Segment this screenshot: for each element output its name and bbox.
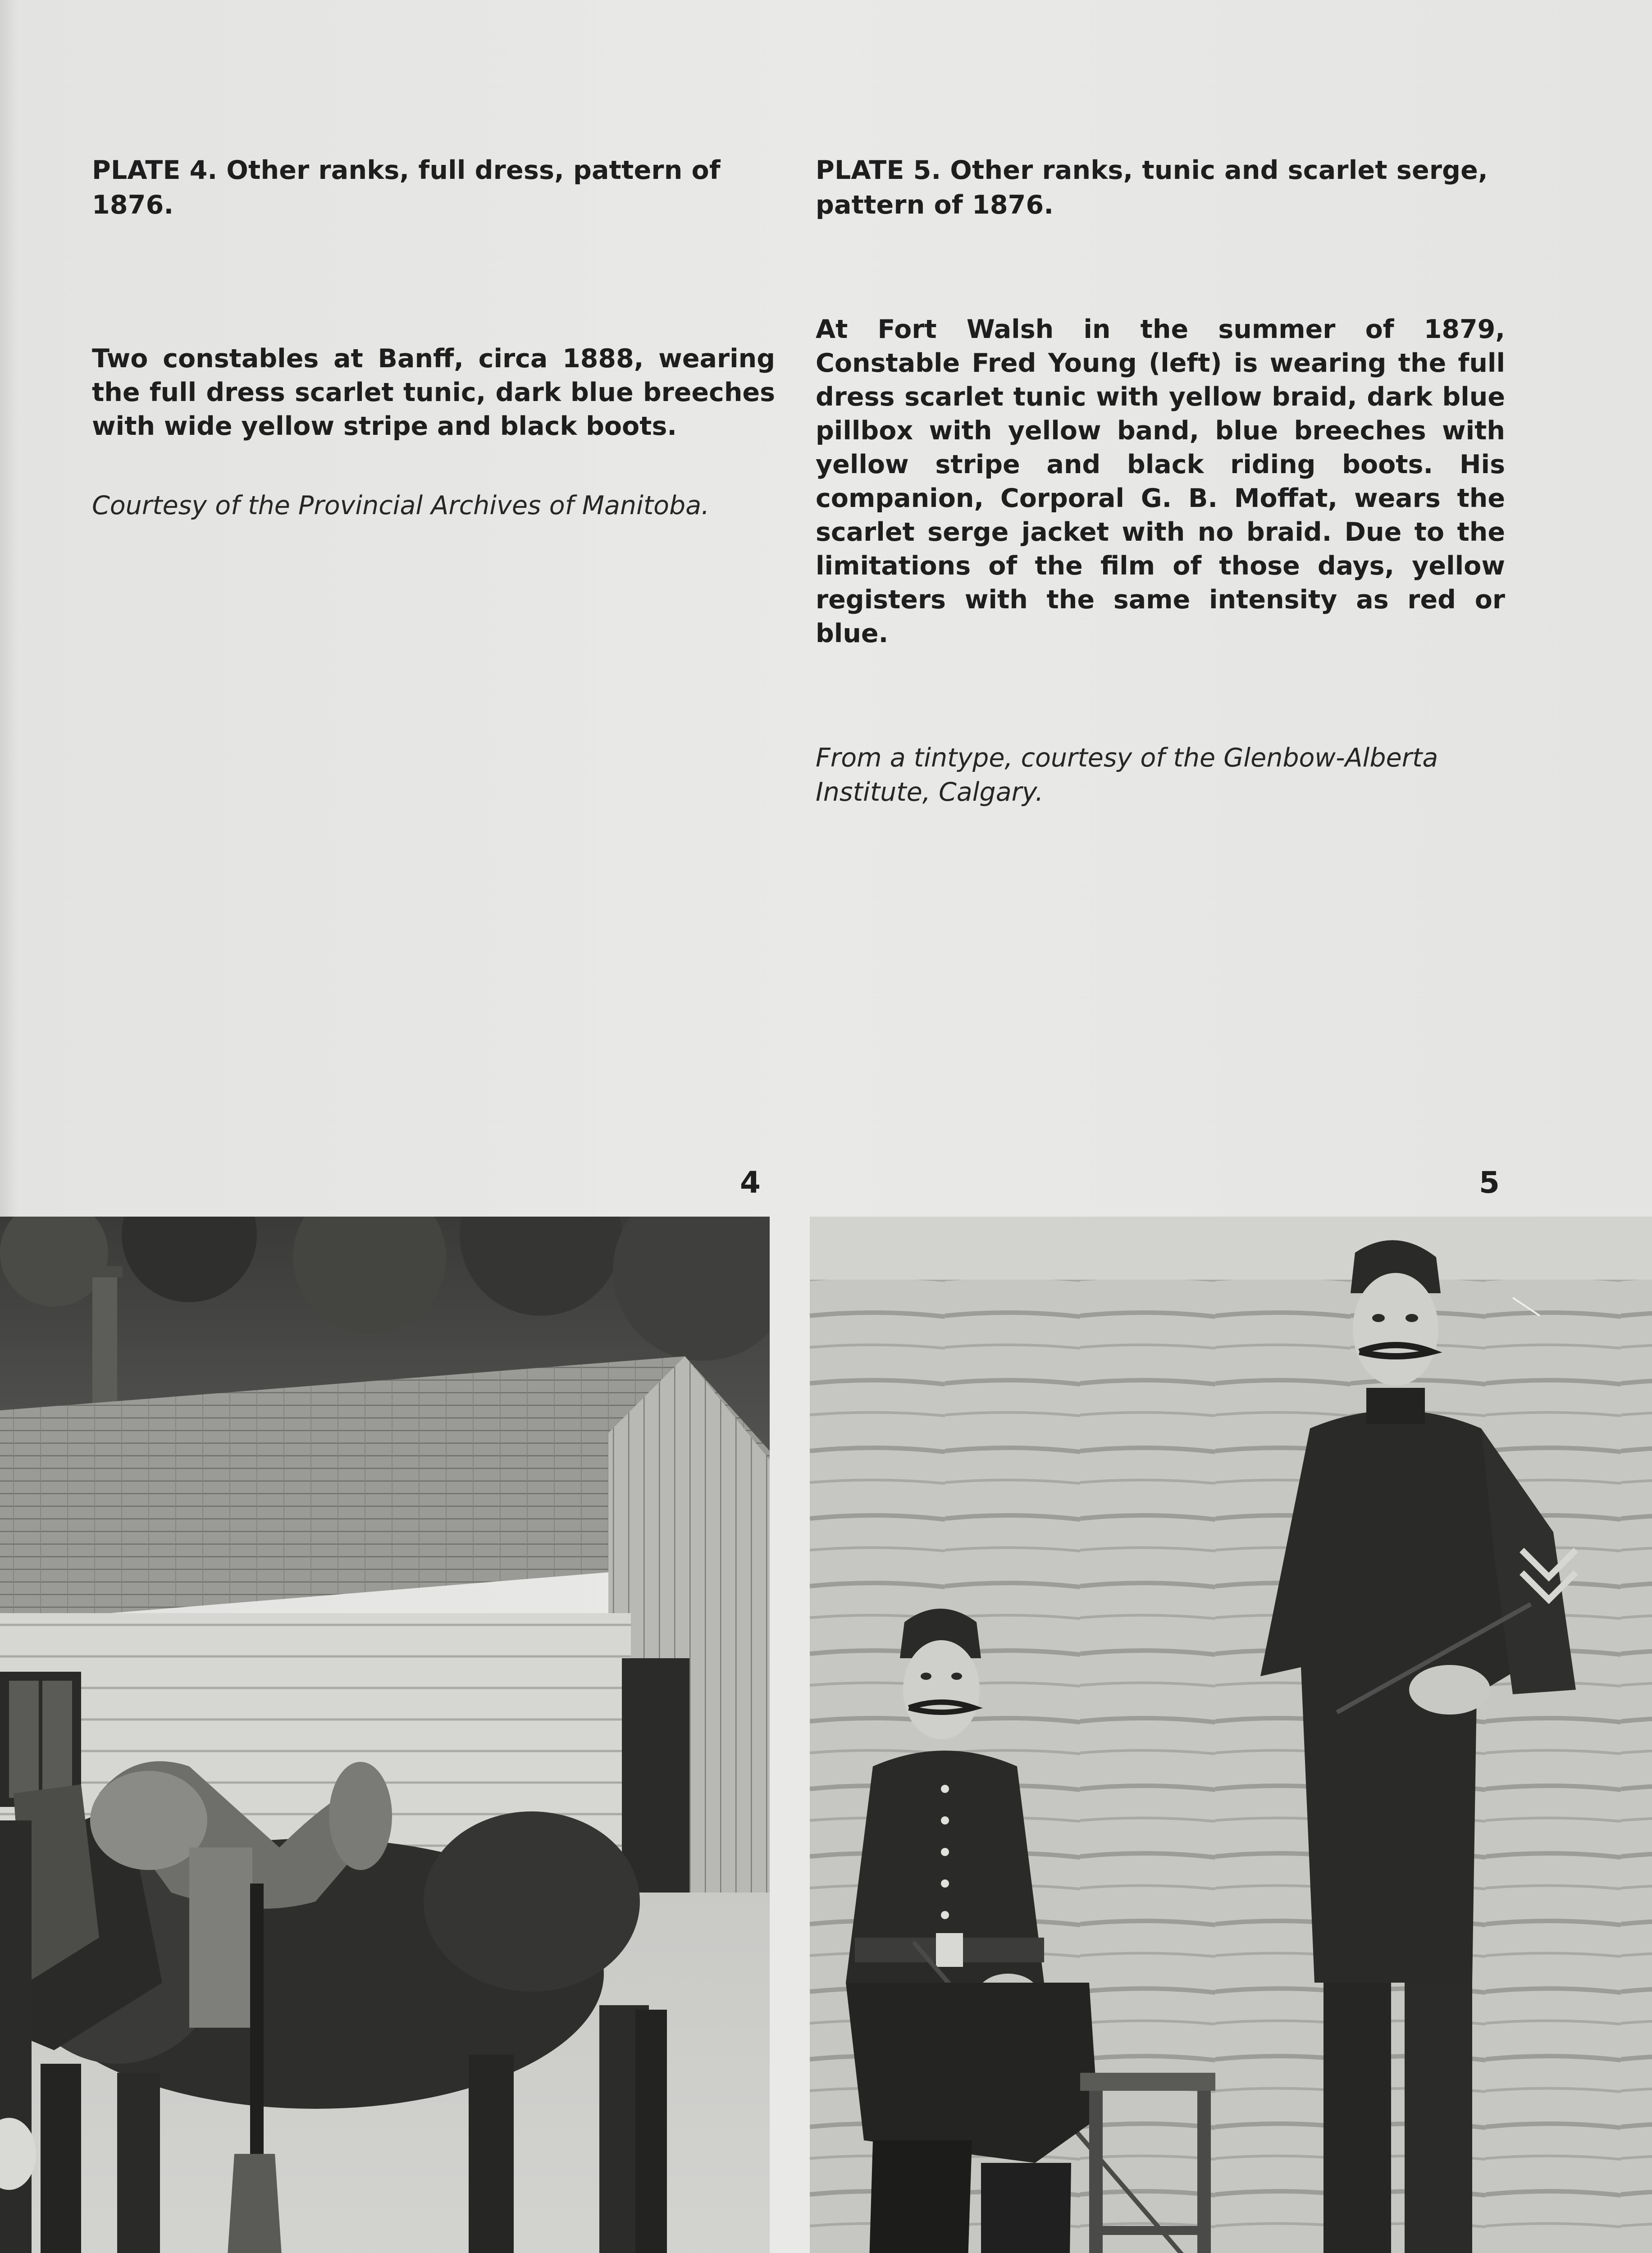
plate-5-credit: From a tintype, courtesy of the Glenbow-Alberta Institute, Calgary. <box>816 743 1438 807</box>
plate-4-caption <box>92 153 775 523</box>
plate-5-caption <box>816 153 1505 809</box>
plate-5-description: At Fort Walsh in the summer of 1879, Constable Fred Young (left) is wearing the full dress scarlet tunic with yellow braid, dark blue pillbox with yellow band, blue breeches with yellow stripe and black riding boots. His companion, Corporal G. B. Moffat, wears the scarlet serge jacket with no braid. Due to the limitations of the film of those days, yellow registers with the same intensity as red or blue. <box>816 315 1505 648</box>
plate-5-title: PLATE 5. Other ranks, tunic and scarlet serge, pattern of 1876. <box>816 155 1488 220</box>
plate-4-photograph <box>0 1217 770 2253</box>
plate-4-credit: Courtesy of the Provincial Archives of Manitoba. <box>92 491 710 520</box>
plate-4-description: Two constables at Banff, circa 1888, wearing the full dress scarlet tunic, dark blue breeches with wide yellow stripe and black boots. <box>92 344 775 441</box>
plate-4-title: PLATE 4. Other ranks, full dress, pattern of 1876. <box>92 155 721 220</box>
page-number-5: 5 <box>1479 1165 1500 1200</box>
plate-5-photograph <box>810 1217 1652 2253</box>
page-number-4: 4 <box>740 1165 761 1200</box>
